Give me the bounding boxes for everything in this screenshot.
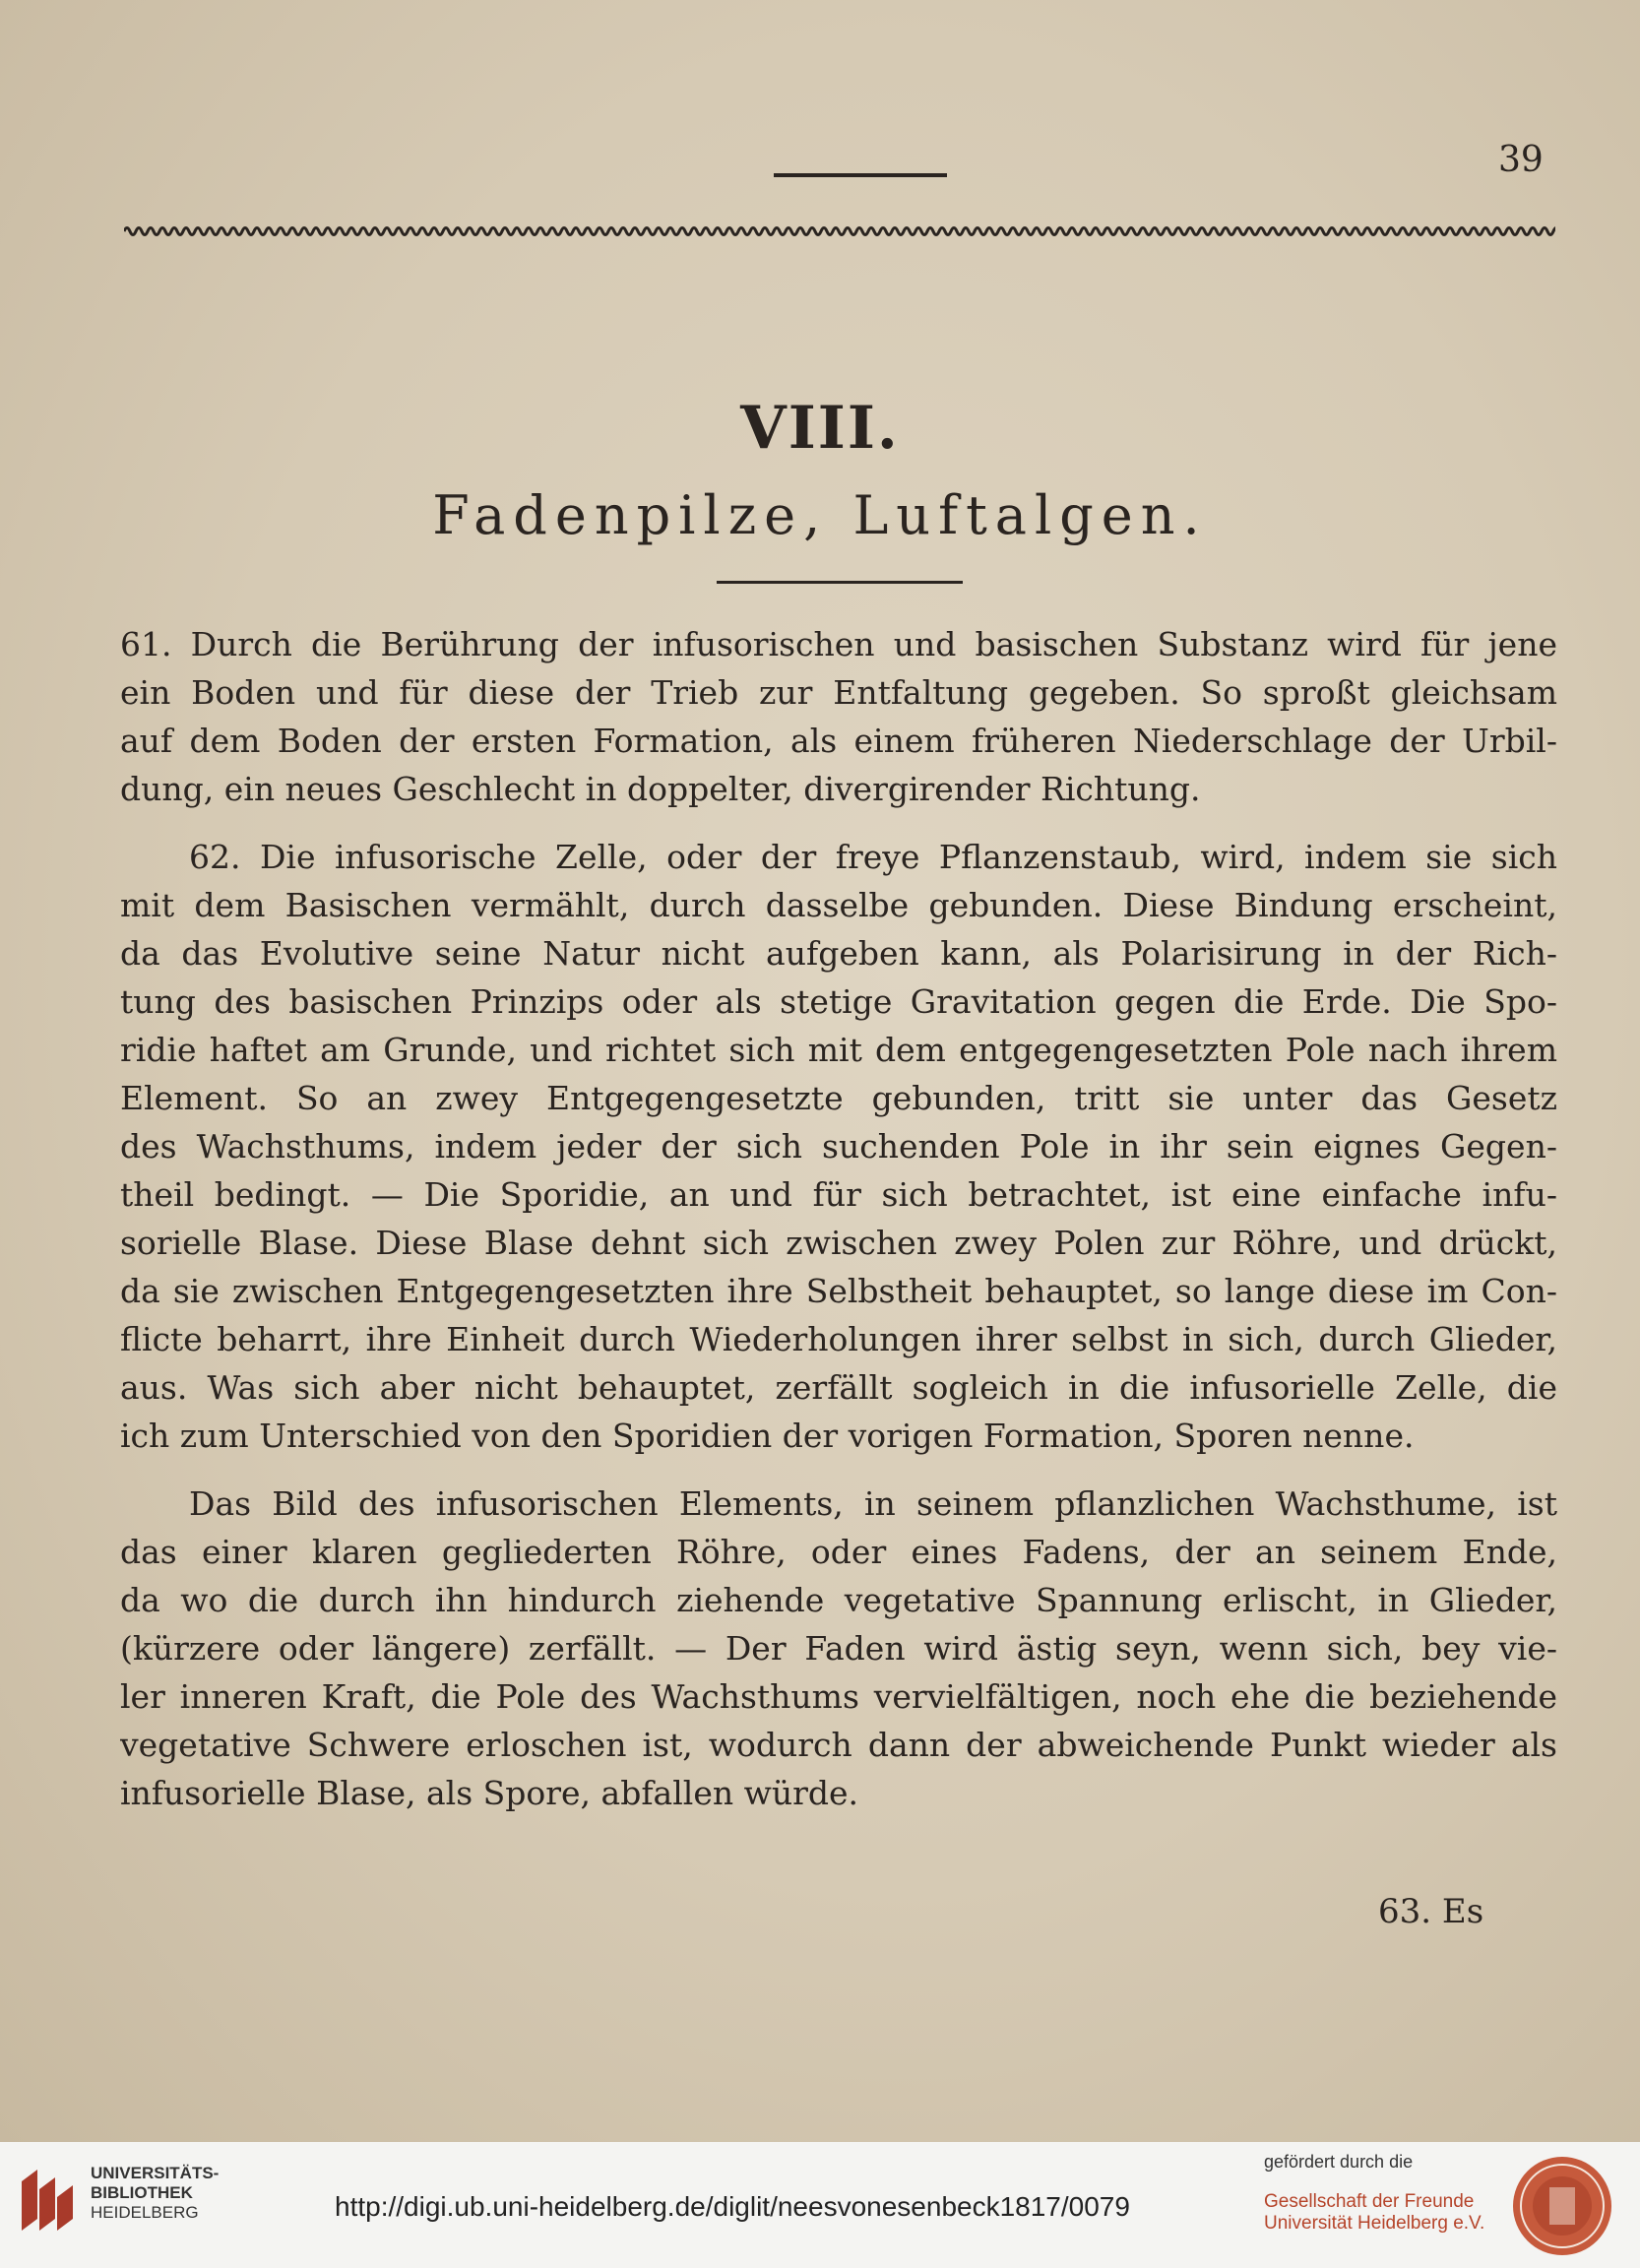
sponsor-name-line: Gesellschaft der Freunde (1264, 2191, 1475, 2212)
text-line: da das Evolutive seine Natur nicht aufgeben kann, als Polarisirung in der Rich- (120, 934, 1557, 973)
text-line: theil bedingt. — Die Sporidie, an und für sich betrachtet, ist eine einfache infu- (120, 1175, 1557, 1214)
library-name-line: BIBLIOTHEK (91, 2183, 193, 2202)
title-rule (717, 581, 963, 584)
text-line: ein Boden und für diese der Trieb zur Entfaltung gegeben. So sproßt gleichsam (120, 673, 1557, 712)
text-line: flicte beharrt, ihre Einheit durch Wiederholungen ihrer selbst in sich, durch Glieder, (120, 1320, 1557, 1358)
text-line: tung des basischen Prinzips oder als stetige Gravitation gegen die Erde. Die Spo- (120, 982, 1557, 1021)
text-line: ridie haftet am Grunde, und richtet sich mit dem entgegengesetzten Pole nach ihrem (120, 1031, 1557, 1069)
text-line: vegetative Schwere erloschen ist, wodurch dann der abweichende Punkt wieder als (120, 1726, 1557, 1764)
body-text (120, 620, 1557, 1837)
ornamental-wavy-rule (124, 222, 1555, 240)
paragraph-fadenbild (120, 1480, 1557, 1817)
sponsor-name-line: Universität Heidelberg e.V. (1264, 2213, 1485, 2234)
paragraph-61 (120, 620, 1557, 813)
catchword: 63. Es (1378, 1892, 1484, 1931)
text-line: 61. Durch die Berührung der infusorischen und basischen Substanz wird für jene (120, 625, 1557, 663)
library-name-line: HEIDELBERG (91, 2203, 199, 2222)
sponsor-name (1264, 2191, 1484, 2235)
library-name-line: UNIVERSITÄTS- (91, 2164, 220, 2182)
text-line: Element. So an zwey Entgegengesetzte gebunden, tritt sie unter das Gesetz (120, 1079, 1557, 1117)
text-line: des Wachsthums, indem jeder der sich suchenden Pole in ihr sein eignes Gegen- (120, 1127, 1557, 1166)
text-line: Das Bild des infusorischen Elements, in seinem pflanzlichen Wachsthume, ist (189, 1484, 1557, 1523)
funded-by-label: gefördert durch die (1264, 2152, 1414, 2172)
library-name (91, 2164, 219, 2223)
text-line: das einer klaren gegliederten Röhre, oder eines Fadens, der an seinem Ende, (120, 1533, 1557, 1571)
text-line: sorielle Blase. Diese Blase dehnt sich zwischen zwey Polen zur Röhre, und drückt, (120, 1224, 1557, 1262)
university-seal-icon (1510, 2154, 1614, 2258)
page-number: 39 (1498, 140, 1544, 180)
text-line: da sie zwischen Entgegengesetzten ihre Selbstheit behauptet, so lange diese im Con- (120, 1272, 1557, 1310)
text-line: ich zum Unterschied von den Sporidien der vorigen Formation, Sporen nenne. (120, 1417, 1415, 1455)
paragraph-62 (120, 833, 1557, 1460)
chapter-title: Fadenpilze, Luftalgen. (432, 484, 1208, 546)
text-line: da wo die durch ihn hindurch ziehende vegetative Spannung erlischt, in Glieder, (120, 1581, 1557, 1619)
text-line: (kürzere oder längere) zerfällt. — Der Faden wird ästig seyn, wenn sich, bey vie- (120, 1629, 1557, 1668)
text-line: dung, ein neues Geschlecht in doppelter, divergirender Richtung. (120, 770, 1201, 808)
footer-bar (0, 2142, 1640, 2268)
header-rule (774, 173, 947, 177)
text-line: mit dem Basischen vermählt, durch dasselbe gebunden. Diese Bindung erscheint, (120, 886, 1557, 924)
text-line: 62. Die infusorische Zelle, oder der freye Pflanzenstaub, wird, indem sie sich (189, 838, 1557, 876)
text-line: infusorielle Blase, als Spore, abfallen würde. (120, 1774, 859, 1812)
chapter-number: VIII. (740, 394, 900, 463)
library-logo-icon (16, 2162, 77, 2238)
text-line: auf dem Boden der ersten Formation, als einem früheren Niederschlage der Urbil- (120, 722, 1557, 760)
text-line: aus. Was sich aber nicht behauptet, zerfällt sogleich in die infusorielle Zelle, die (120, 1368, 1557, 1407)
text-line: ler inneren Kraft, die Pole des Wachsthums vervielfältigen, noch ehe die beziehende (120, 1677, 1557, 1716)
permalink-url[interactable]: http://digi.ub.uni-heidelberg.de/diglit/neesvonesenbeck1817/0079 (335, 2191, 1130, 2222)
